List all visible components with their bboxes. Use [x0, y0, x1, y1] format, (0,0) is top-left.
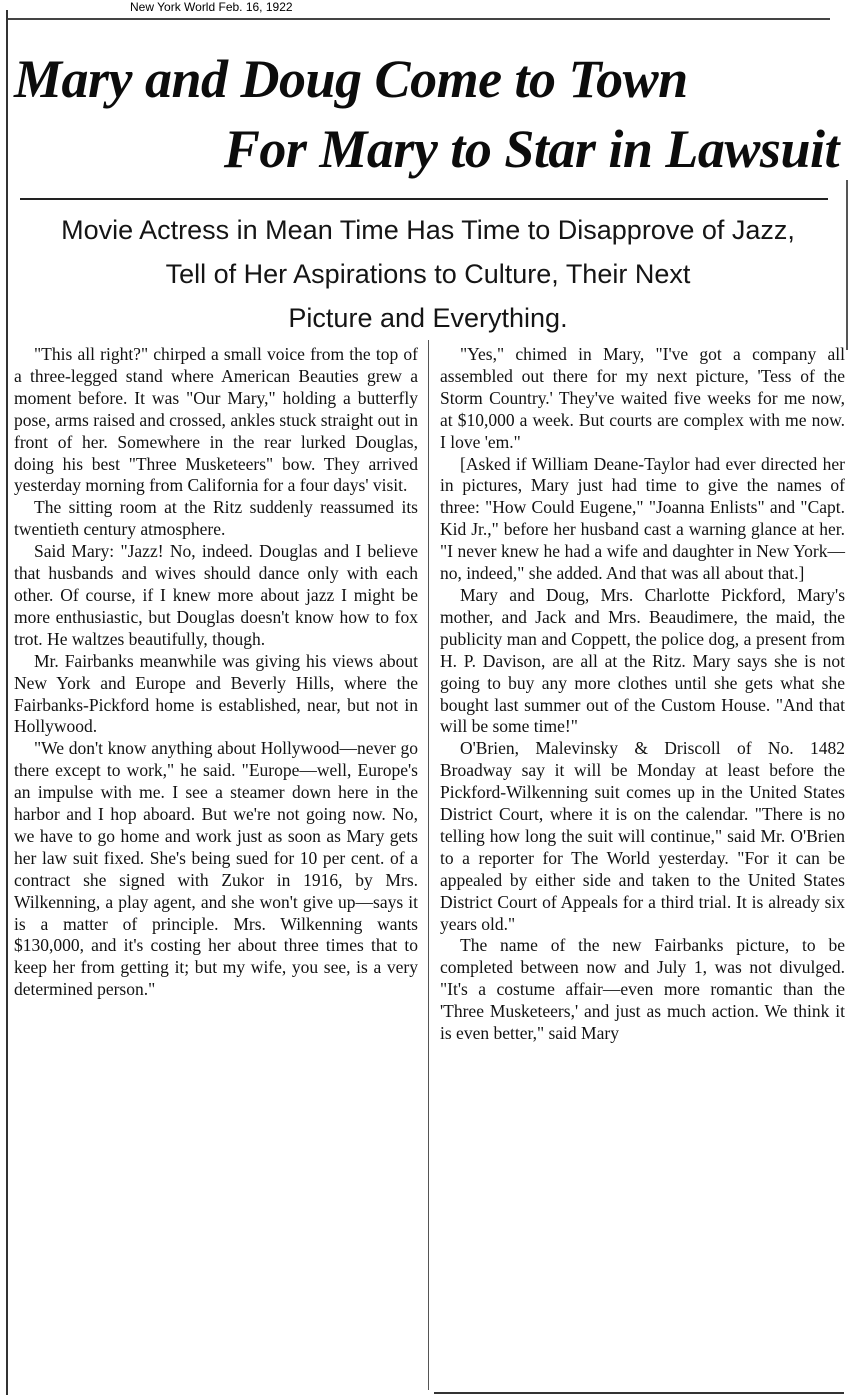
paragraph: "We don't know anything about Hollywood—never go there except to work," he said. "Europe—well, Europe's an impulse with me. I see a steamer down here in the harbor and I hop aboard. But we're not going now. No, we have to go home and work just as soon as Mary gets her law suit fixed. She's being sued for 10 per cent. of a contract she signed with Zukor in 1916, by Mrs. Wilkenning, a play agent, and she won't give up—says it is a matter of principle. Mrs. Wilkenning wants $130,000, and it's costing her about three times that to keep her from getting it; but my wife, you see, is a very determined person." — [14, 738, 418, 1000]
paragraph: Mary and Doug, Mrs. Charlotte Pickford, Mary's mother, and Jack and Mrs. Beaudimere, the maid, the publicity man and Coppett, the police dog, a present from H. P. Davison, are all at the Ritz. Mary says she is not going to buy any more clothes until she gets what she bought last summer out of the Custom House. "And that will be some time!" — [440, 584, 845, 737]
paragraph: The sitting room at the Ritz suddenly reassumed its twentieth century atmosphere. — [14, 497, 418, 540]
headline-rule — [20, 198, 828, 200]
paragraph: "This all right?" chirped a small voice from the top of a three-legged stand where American Beauties grew a moment before. It was "Our Mary," holding a butterfly pose, arms raised and crossed, ankles stuck straight out in front of her. Somewhere in the rear lurked Douglas, doing his best "Three Musketeers" bow. They arrived yesterday morning from California for a four days' visit. — [14, 344, 418, 496]
paragraph: [Asked if William Deane-Taylor had ever directed her in pictures, Mary just had time to give the names of three: "How Could Eugene," "Joanna Enlists" and "Capt. Kid Jr.," before her husband cast a warning glance at her. "I never knew he had a wife and daughter in New York—no, indeed," she added. And that was all about that.] — [440, 453, 845, 584]
page-border-top — [8, 18, 830, 20]
headline — [10, 44, 845, 184]
paragraph: O'Brien, Malevinsky & Driscoll of No. 1482 Broadway say it will be Monday at least before the Pickford-Wilkenning suit comes up in the United States District Court, where it is on the calendar. "There is no telling how long the suit will continue," said Mr. O'Brien to a reporter for The World yesterday. "For it can be appealed by either side and taken to the United States District Court of Appeals for a third trial. It is already six years old." — [440, 738, 845, 934]
article-column-right — [440, 344, 845, 1045]
paragraph: The name of the new Fairbanks picture, to be completed between now and July 1, was not divulged. "It's a costume affair—even more romantic than the 'Three Musketeers,' and just as much action. We think it is even better," said Mary — [440, 935, 845, 1044]
paragraph: "Yes," chimed in Mary, "I've got a company all assembled out there for my next picture, 'Tess of the Storm Country.' They've waited five weeks for me now, at $10,000 a week. But courts are complex with me now. I love 'em." — [440, 344, 845, 452]
subheadline — [10, 208, 846, 340]
paragraph: Mr. Fairbanks meanwhile was giving his views about New York and Europe and Beverly Hills, where the Fairbanks-Pickford home is established, near, but not in Hollywood. — [14, 650, 418, 737]
headline-line-2: For Mary to Star in Lawsuit — [223, 119, 839, 179]
subheadline-line-2: Tell of Her Aspirations to Culture, Their Next — [165, 259, 691, 289]
column-divider — [428, 340, 429, 1390]
bottom-rule — [434, 1392, 844, 1394]
subheadline-line-3: Picture and Everything. — [288, 303, 568, 333]
article-column-left — [14, 344, 418, 1001]
page-border-left — [6, 10, 8, 1395]
subheadline-line-1: Movie Actress in Mean Time Has Time to Disapprove of Jazz, — [61, 215, 795, 245]
paragraph: Said Mary: "Jazz! No, indeed. Douglas and I believe that husbands and wives should dance only with each other. Of course, if I knew more about jazz I might be more enthusiastic, but Douglas doesn't know how to fox trot. He waltzes beautifully, though. — [14, 541, 418, 649]
source-citation: New York World Feb. 16, 1922 — [130, 0, 293, 14]
headline-line-1: Mary and Doug Come to Town — [14, 49, 688, 109]
page-border-right — [846, 180, 848, 350]
